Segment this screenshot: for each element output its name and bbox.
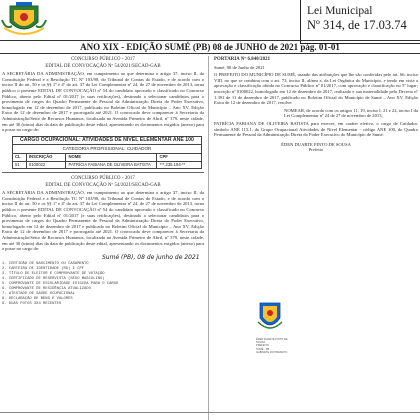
list-item: 2. CARTEIRA DE IDENTIDADE (RG) E CPF [2, 267, 85, 272]
table-row [13, 162, 201, 169]
page-footer-rule [0, 412, 420, 420]
list-item: 7. ATESTADO DE SAÚDE OCUPACIONAL [2, 292, 75, 297]
edital-title: EDITAL DE CONVOCAÇÃO Nº 54/2021/SECAD-GAB [45, 63, 161, 69]
portaria-date: Sumé, 08 de Junho de 2021 [214, 64, 265, 70]
table-header-row [13, 154, 201, 162]
list-item: 1. CERTIDÃO DE NASCIMENTO OU CASAMENTO [2, 262, 89, 267]
edital-title: EDITAL DE CONVOCAÇÃO Nº 54/2021/SECAD-GAB [45, 182, 161, 188]
law-line: Lei Municipal [307, 5, 373, 17]
portaria-appointee: PATRÍCIA FABIANA DE OLIVEIRA BATISTA para exercer, em caráter efetivo, o cargo de Cuidador, símbolo ANE 115.1, do Grupo Ocupacional Atividades de Nível Elementar - código ANE 100, do Quadro Permanente de Pessoal da Administração Direta do Poder Executivo do Município de Sumé. [214, 120, 418, 138]
municipal-coat-of-arms-icon [0, 0, 48, 40]
edital-body: A SECRETÁRIA DA ADMINISTRAÇÃO, em cumprimento ao que determina o artigo 37, inciso II, da Constituição Federal e a Resolução TC Nº 103/98, do Tribunal de Contas do Estado, e de acordo com o inciso II do art. 50 e os §§ 1º e 4º do art. 37 da Lei Complementar nº 24, de 27 de novembro de 2013, torna público o presente EDITAL DE CONVOCAÇÃO nº 54 do candidato aprovado e classificado no Concurso Público, aberto pelo Edital nº 01/2017 (e suas retificações), destinado a selecionar candidatos para o provimento de cargos do Quadro Permanente de Pessoal da Administração Direta do Poder Executivo, homologado em 12 de dezembro de 2017, publicado no Boletim Oficial do Município – Ano XV, Edição Extra de 12 de dezembro de 2017 e prorrogado até 2021. O convocado deve comparecer à Secretaria da Administração/Setor de Recursos Humanos, localizada na Avenida Primeiro de Abril, nº 379, neste cidade, em até 30 (trinta) dias da data de publicação deste edital, apresentando os documentos exigidos (anexo) para a posse no cargo de: [2, 71, 204, 133]
list-item: 9. DUAS FOTOS 3X4 RECENTES [2, 302, 62, 307]
divider [2, 172, 204, 173]
table-header: NOME [66, 154, 157, 161]
portaria-nomination: NOMEAR, de acordo com os artigos 11, 19, inciso I, 21 e 22, inciso I da Lei Complementar nº 24 de 27 de novembro de 2013, [284, 107, 418, 119]
municipal-seal-icon [256, 300, 284, 334]
list-item: 3. TÍTULO DE ELEITOR E COMPROVANTE DE VOTAÇÃO [2, 272, 105, 277]
section-title: CONCURSO PÚBLICO - 2017 [71, 176, 135, 182]
section-title: CONCURSO PÚBLICO - 2017 [71, 57, 135, 62]
edital-body: A SECRETÁRIA DA ADMINISTRAÇÃO, em cumprimento ao que determina o artigo 37, inciso II, da Constituição Federal e a Resolução TC Nº 103/98, do Tribunal de Contas do Estado, e de acordo com o inciso II do art. 50 e os §§ 1º e 4º do art. 37 da Lei Complementar nº 24, de 27 de novembro de 2013, torna público o presente EDITAL DE CONVOCAÇÃO nº 54 do candidato aprovado e classificado no Concurso Público, aberto pelo Edital nº 01/2017 (e suas retificações), destinado a selecionar candidatos para o provimento de cargos do Quadro Permanente de Pessoal da Administração Direta do Poder Executivo, homologado em 12 de dezembro de 2017 e publicado no Boletim Oficial do Município – Ano XV, Edição Extra de 12 de dezembro de 2017 e prorrogado até 2021. O convocado deve comparecer à Secretaria da Administração/Setor de Recursos Humanos, localizada na Avenida Primeiro de Abril, nº 379, neste cidade, em até 30 (trinta) dias da data de publicação deste edital, apresentando os documentos exigidos (anexo) para a posse no cargo de: [2, 190, 204, 252]
signer-role: Prefeito [308, 147, 324, 153]
list-item: 8. DECLARAÇÃO DE BENS E VALORES [2, 297, 73, 302]
table-cell: 0100022 [27, 162, 67, 169]
stamp-line: GABINETE DO PREFEITO [256, 350, 288, 354]
stamp-line: SUMÉ - PB [256, 347, 270, 351]
list-item: 5. COMPROVANTE DE ESCOLARIDADE EXIGIDA PARA O CARGO [2, 282, 119, 287]
law-number: Nº 314, de 17.03.74 [307, 18, 407, 32]
stamp-line: ÉDEN DUARTE PINTO DE SOUSA [256, 338, 288, 345]
table-header: INSCRIÇÃO [27, 154, 67, 161]
municipal-law-box [300, 0, 420, 44]
list-item: 4. CERTIFICADO DE RESERVISTA (SEXO MASCULINO) [2, 277, 105, 282]
table-title: CARGO OCUPACIONAL: ATIVIDADES DE NÍVEL ELEMENTAR ANE 100 [13, 137, 201, 146]
signer-name: ÉDEN DUARTE PINTO DE SOUSA [281, 141, 351, 147]
right-column [214, 56, 418, 153]
document-list [2, 262, 204, 307]
list-item: 6. COMPROVANTE DE RESIDÊNCIA ATUALIZADO [2, 287, 91, 292]
table-cell: ***.235.194-** [159, 162, 186, 167]
candidate-table [12, 136, 202, 169]
column-divider [208, 56, 209, 420]
edition-bar: ANO XIX - EDIÇÃO SUMÉ (PB) 08 de JUNHO de 2021 pág. 01-01 [0, 40, 420, 54]
table-cell: 51 [13, 162, 27, 169]
portaria-title: PORTARIA Nº 6.840/2021 [214, 57, 271, 62]
table-subtitle: CATEGORIA PROFISSIONAL: CUIDADOR [13, 145, 201, 154]
stamp-line: PREFEITO [256, 344, 269, 348]
table-cell: PATRÍCIA FABIANA DE OLIVEIRA BATISTA [66, 162, 157, 169]
handwritten-date: Sumé (PB), 08 de junho de 2021 [102, 253, 200, 261]
official-stamp [256, 338, 296, 354]
portaria-body: O PREFEITO DO MUNICÍPIO DE SUMÉ, usando das atribuições que lhe são conferidas pelo art. 66, inciso VIII, no que se combina com o art. 73, inciso II, alínea a, da Lei Orgânica do Município, e tendo em vista a aprovação e classificação obtida no Concurso Público nº 01/2017, com aprovação e classificação no 5º lugar; inscrição nº 0100022, homologado em 12 de dezembro de 2017, realizado e sua materialidade pelo Decreto nº 1.391 de 11 de dezembro de 2017, publicado no Boletim Oficial do Município de Sumé – Ano XV, Edição Extra de 12 de dezembro de 2017, resolve: [214, 72, 418, 106]
table-header: CPF [159, 154, 168, 160]
left-column [2, 56, 204, 307]
table-header: CL [13, 154, 27, 161]
